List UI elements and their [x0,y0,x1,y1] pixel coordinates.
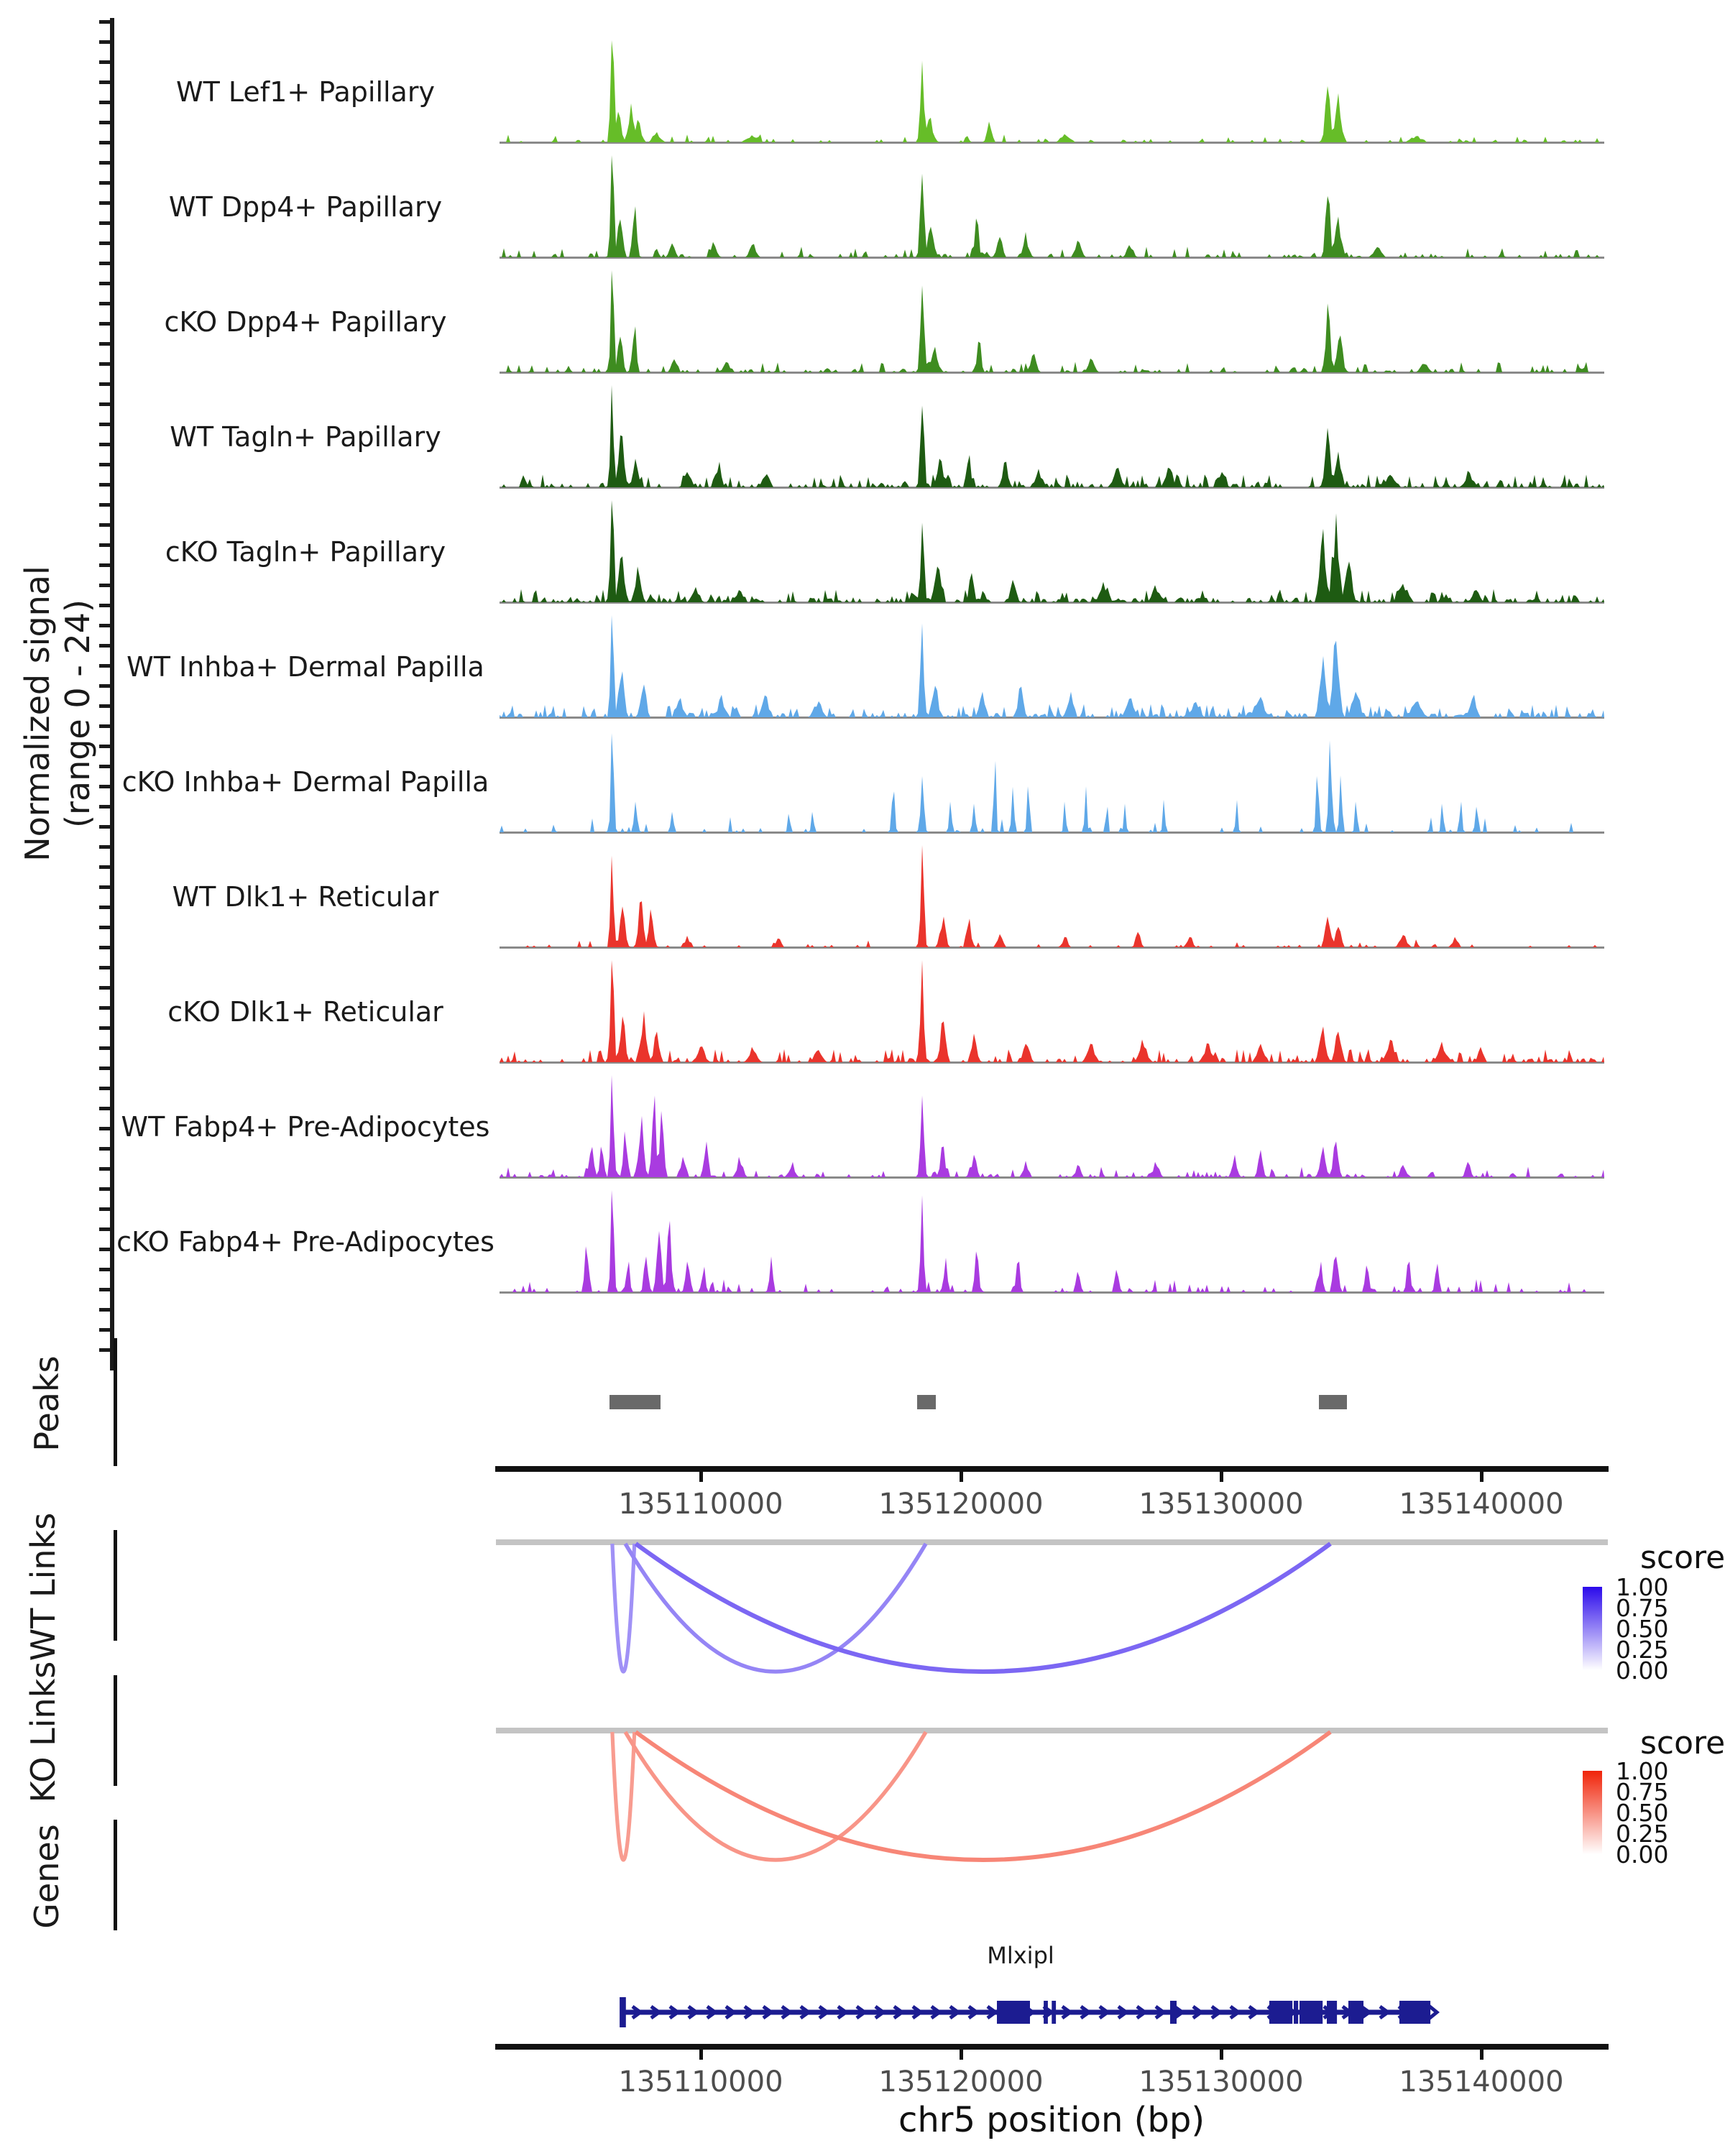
track-label: cKO Tagln+ Papillary [165,536,446,568]
legend-tick-label: 0.25 [1616,1636,1669,1664]
track-label: cKO Fabp4+ Pre-Adipocytes [116,1226,494,1258]
gene-name-label: Mlxipl [987,1942,1054,1969]
axis-tick-label: 135120000 [878,1488,1044,1521]
coverage-area [500,956,1604,1064]
legend-tick-label: 1.00 [1616,1757,1669,1785]
coverage-area [500,726,1604,834]
axis-line [495,2044,1609,2050]
axis-tick-label: 135110000 [618,2065,783,2099]
legend-tick-label: 1.00 [1616,1573,1669,1601]
signal-y-axis-line [110,18,114,1370]
track-label: cKO Dpp4+ Papillary [164,306,447,338]
axis-tick-label: 135130000 [1138,1488,1304,1521]
legend-tick-label: 0.00 [1616,1841,1669,1869]
ko-links-section-label: KO Links [24,1661,63,1803]
track-label: cKO Inhba+ Dermal Papilla [121,766,489,798]
legend-tick-label: 0.75 [1616,1778,1669,1806]
coverage-area [500,1071,1604,1179]
wt-score-legend-title: score [1640,1539,1725,1576]
links-arcs [500,1539,1604,1690]
track-label: WT Lef1+ Papillary [176,76,435,108]
axis-tick [1480,1472,1484,1482]
legend-tick-label: 0.50 [1616,1799,1669,1827]
y-axis-label-line1: Normalized signal [18,566,57,862]
coverage-area [500,36,1604,144]
axis-tick [960,2050,963,2060]
wt-links-section-label: WT Links [24,1512,63,1662]
axis-tick-label: 135110000 [618,1488,783,1521]
y-axis-label [17,354,98,1073]
y-axis-label-line2: (range 0 - 24) [58,599,97,828]
axis-tick [699,2050,703,2060]
gene-body [500,1978,1604,2050]
ko-score-legend-title: score [1640,1725,1725,1761]
track-label: WT Tagln+ Papillary [170,421,441,453]
track-label: WT Inhba+ Dermal Papilla [126,651,484,683]
ko-links-bracket [114,1675,117,1786]
genes-section-label: Genes [27,1824,66,1929]
axis-line [495,1466,1609,1472]
peaks-section-label: Peaks [27,1355,66,1452]
x-axis-title: chr5 position (bp) [898,2100,1205,2140]
links-arcs [500,1728,1604,1879]
legend-tick-label: 0.75 [1616,1594,1669,1622]
axis-tick-label: 135140000 [1399,1488,1564,1521]
axis-tick [1220,2050,1223,2060]
coverage-area [500,611,1604,719]
coverage-area [500,496,1604,604]
genes-label-wrap [0,1824,388,1929]
axis-tick [1480,2050,1484,2060]
coverage-area [500,381,1604,489]
genes-bracket [114,1820,117,1930]
axis-tick [699,1472,703,1482]
peaks-bracket [114,1338,117,1466]
axis-tick [1220,1472,1223,1482]
legend-tick-label: 0.00 [1616,1657,1669,1685]
axis-tick [960,1472,963,1482]
peak-region-box [610,1395,661,1409]
track-label: WT Dlk1+ Reticular [172,881,439,913]
track-label: WT Dpp4+ Papillary [168,191,443,223]
signal-y-axis-ticks [99,20,110,1368]
peak-region-box [917,1395,936,1409]
axis-tick-label: 135130000 [1138,2065,1304,2099]
legend-tick-label: 0.25 [1616,1820,1669,1848]
wt-links-bracket [114,1530,117,1641]
track-label: cKO Dlk1+ Reticular [167,996,443,1028]
coverage-area [500,841,1604,949]
coverage-area [500,1186,1604,1294]
axis-tick-label: 135140000 [1399,2065,1564,2099]
track-label: WT Fabp4+ Pre-Adipocytes [121,1111,490,1143]
axis-tick-label: 135120000 [878,2065,1044,2099]
coverage-area [500,151,1604,259]
coverage-area [500,266,1604,374]
wt-score-legend-bar [1583,1587,1602,1670]
legend-tick-label: 0.50 [1616,1615,1669,1643]
ko-score-legend-bar [1583,1771,1602,1854]
peak-region-box [1319,1395,1347,1409]
